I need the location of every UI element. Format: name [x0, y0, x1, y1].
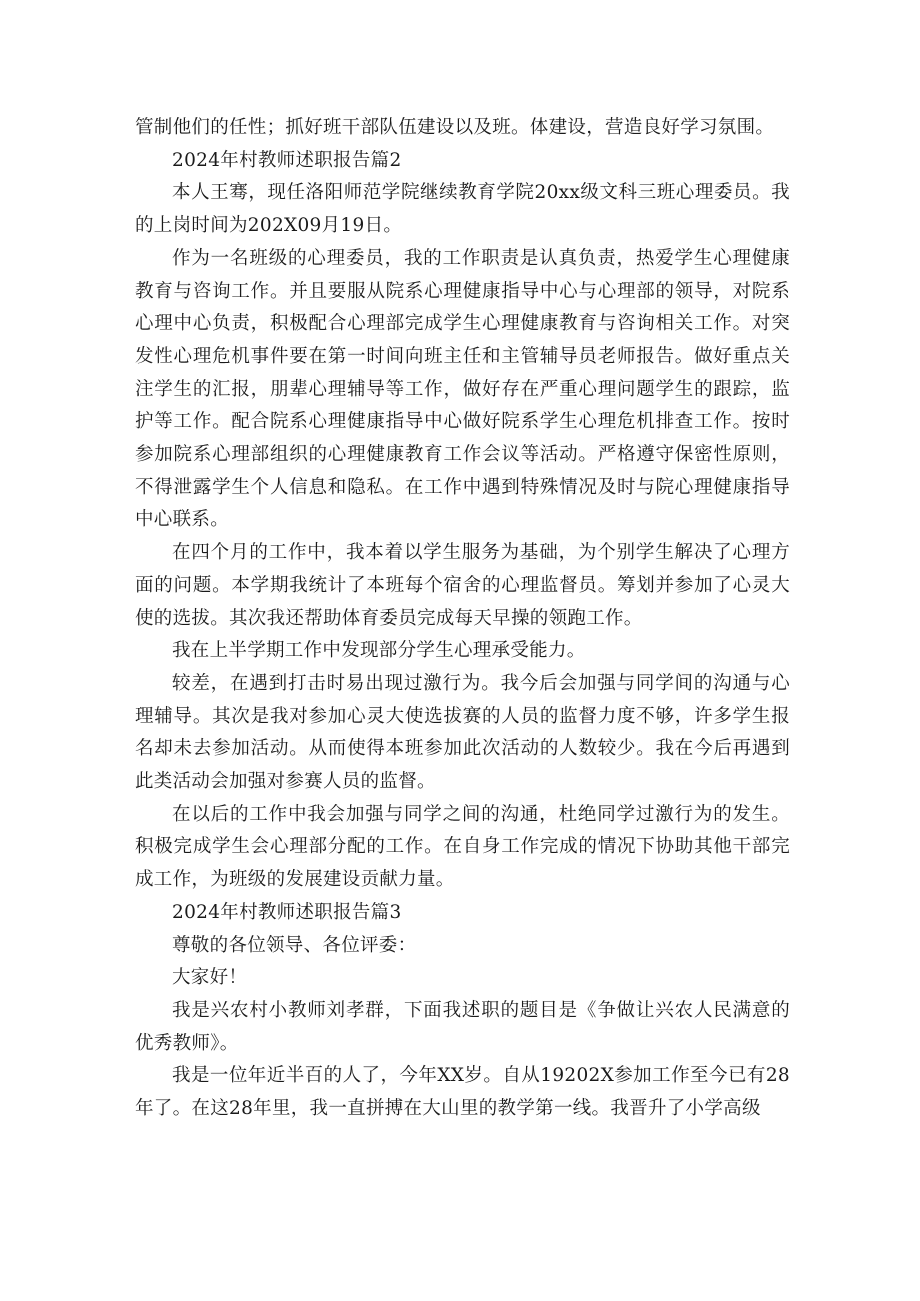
- paragraph-7: 在以后的工作中我会加强与同学之间的沟通，杜绝同学过激行为的发生。积极完成学生会心理部分配的工作。在自身工作完成的情况下协助其他干部完成工作，为班级的发展建设贡献力量。: [135, 803, 790, 891]
- section-heading-2: 2024年村教师述职报告篇2: [172, 149, 402, 171]
- paragraph-5: 我在上半学期工作中发现部分学生心理承受能力。: [172, 640, 586, 662]
- paragraph-2: 本人王骞，现任洛阳师范学院继续教育学院20xx级文科三班心理委员。我的上岗时间为202X09月19日。: [135, 182, 790, 237]
- paragraph-salutation: 尊敬的各位领导、各位评委：: [172, 934, 417, 956]
- paragraph-greeting: 大家好！: [172, 967, 248, 989]
- paragraph-8: 我是兴农村小教师刘孝群，下面我述职的题目是《争做让兴农人民满意的优秀教师》。: [135, 999, 790, 1054]
- paragraph-6: 较差，在遇到打击时易出现过激行为。我今后会加强与同学间的沟通与心理辅导。其次是我对参加心灵大使选拔赛的人员的监督力度不够，许多学生报名却未去参加活动。从而使得本班参加此次活动的人数较少。我在今后再遇到此类活动会加强对参赛人员的监督。: [135, 672, 790, 793]
- paragraph-1: 管制他们的任性；抓好班干部队伍建设以及班。体建设，营造良好学习氛围。: [135, 117, 775, 138]
- document-body: [135, 112, 790, 1126]
- paragraph-9: 我是一位年近半百的人了，今年XX岁。自从19202X参加工作至今已有28年了。在这28年里，我一直拼搏在大山里的教学第一线。我晋升了小学高级: [135, 1065, 790, 1120]
- paragraph-4: 在四个月的工作中，我本着以学生服务为基础，为个别学生解决了心理方面的问题。本学期我统计了本班每个宿舍的心理监督员。筹划并参加了心灵大使的选拔。其次我还帮助体育委员完成每天早操的领跑工作。: [135, 542, 790, 629]
- section-heading-3: 2024年村教师述职报告篇3: [172, 901, 402, 923]
- paragraph-3: 作为一名班级的心理委员，我的工作职责是认真负责，热爱学生心理健康教育与咨询工作。并且要服从院系心理健康指导中心与心理部的领导，对院系心理中心负责，积极配合心理部完成学生心理健康教育与咨询相关工作。对突发性心理危机事件要在第一时间向班主任和主管辅导员老师报告。做好重点关注学生的汇报，朋辈心理辅导等工作，做好存在严重心理问题学生的跟踪，监护等工作。配合院系心理健康指导中心做好院系学生心理危机排查工作。按时参加院系心理部组织的心理健康教育工作会议等活动。严格遵守保密性原则，不得泄露学生个人信息和隐私。在工作中遇到特殊情况及时与院心理健康指导中心联系。: [135, 247, 790, 531]
